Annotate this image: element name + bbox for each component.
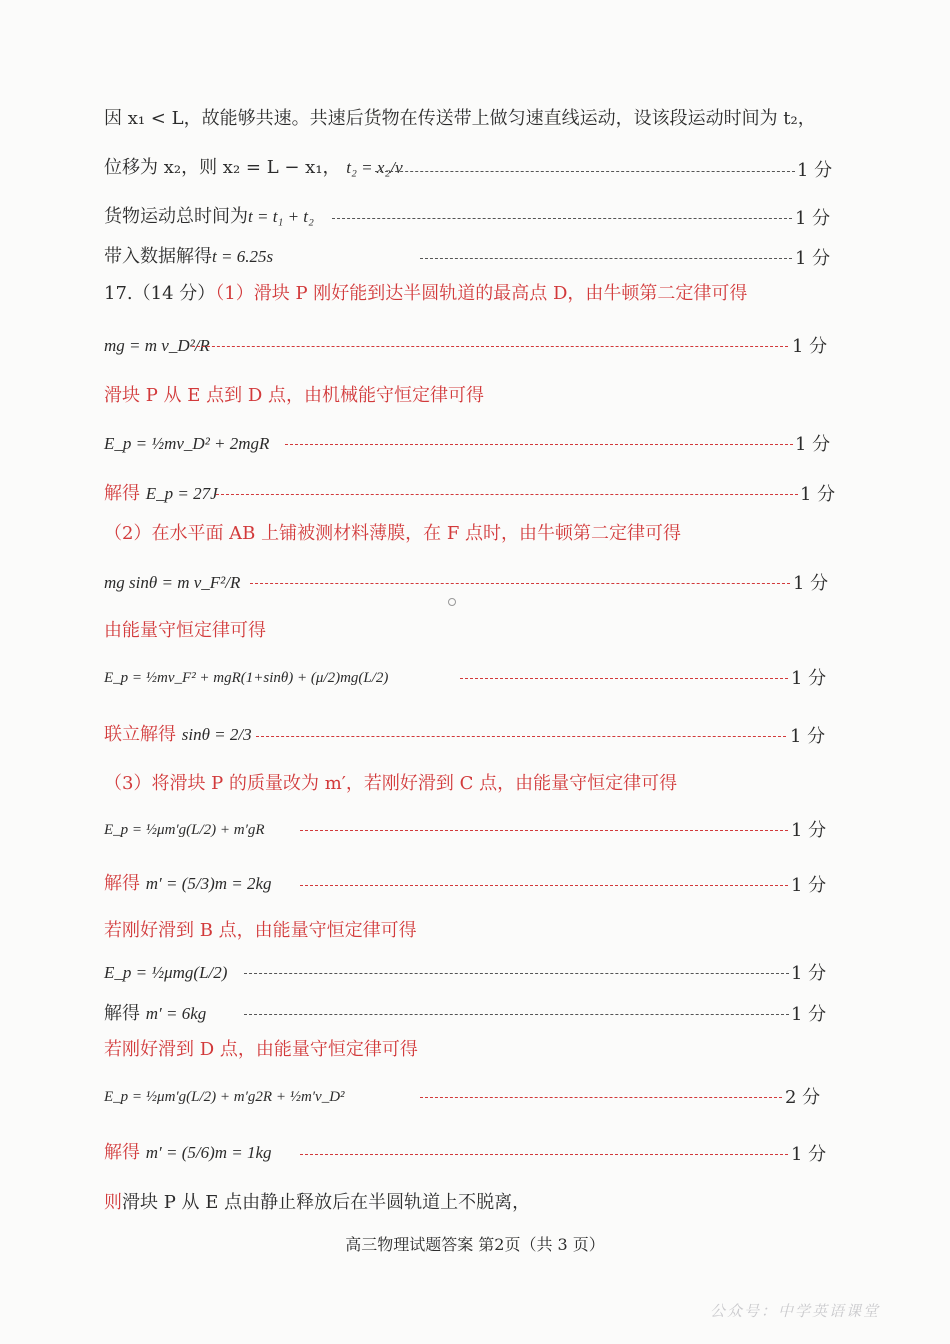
score-mark: 1 分 bbox=[791, 820, 827, 841]
formula-line-15: E_p = ½μm′g(L/2) + m′gR bbox=[104, 822, 265, 838]
score-mark: 2 分 bbox=[785, 1087, 821, 1108]
dash-leader bbox=[285, 444, 793, 445]
dash-leader bbox=[250, 583, 790, 584]
dash-leader bbox=[300, 830, 788, 831]
dash-leader bbox=[244, 1014, 789, 1015]
text-line-1: 位移为 x₂，则 x₂ = L − x₁， t₂ = x₂/v bbox=[104, 157, 403, 178]
text-line-13: 联立解得 sinθ = 2/3 bbox=[104, 724, 252, 745]
score-mark: 1 分 bbox=[791, 1004, 827, 1025]
page-footer: 高三物理试题答案 第2页（共 3 页） bbox=[345, 1235, 605, 1254]
dash-leader bbox=[420, 1097, 782, 1098]
formula-line-7: E_p = ½mv_D² + 2mgR bbox=[104, 434, 270, 453]
score-mark: 1 分 bbox=[795, 208, 831, 229]
text-line-17: 若刚好滑到 B 点，由能量守恒定律可得 bbox=[104, 920, 417, 941]
scan-dot bbox=[448, 598, 456, 606]
text-line-3: 带入数据解得t = 6.25s bbox=[104, 246, 274, 267]
score-mark: 1 分 bbox=[792, 336, 828, 357]
text-line-0: 因 x₁ < L，故能够共速。共速后货物在传送带上做匀速直线运动，设该段运动时间为 t₂， bbox=[104, 108, 816, 129]
score-mark: 1 分 bbox=[795, 434, 831, 455]
score-mark: 1 分 bbox=[793, 573, 829, 594]
text-line-19: 解得 m′ = 6kg bbox=[104, 1003, 207, 1024]
question-17-heading: 17.（14 分）（1）滑块 P 刚好能到达半圆轨道的最高点 D，由牛顿第二定律可得 bbox=[104, 283, 748, 304]
formula-line-18: E_p = ½μmg(L/2) bbox=[104, 963, 228, 982]
dash-leader bbox=[216, 494, 798, 495]
score-mark: 1 分 bbox=[795, 248, 831, 269]
dash-leader bbox=[375, 171, 795, 172]
dash-leader bbox=[300, 1154, 788, 1155]
formula-line-10: mg sinθ = m v_F²/R bbox=[104, 573, 241, 592]
text-line-16: 解得 m′ = (5/3)m = 2kg bbox=[104, 873, 272, 894]
text-line-2: 货物运动总时间为t = t₁ + t₂ bbox=[104, 206, 314, 227]
score-mark: 1 分 bbox=[791, 963, 827, 984]
score-mark: 1 分 bbox=[790, 726, 826, 747]
formula-t2: t₂ = x₂/v bbox=[346, 158, 403, 177]
score-mark: 1 分 bbox=[800, 484, 836, 505]
part-2-heading: （2）在水平面 AB 上铺被测材料薄膜，在 F 点时，由牛顿第二定律可得 bbox=[104, 523, 682, 544]
formula-line-5: mg = m v_D²/R bbox=[104, 336, 210, 355]
text-line-11: 由能量守恒定律可得 bbox=[104, 620, 266, 641]
formula-line-12: E_p = ½mv_F² + mgR(1+sinθ) + (μ/2)mg(L/2) bbox=[104, 670, 389, 686]
text-line-22: 解得 m′ = (5/6)m = 1kg bbox=[104, 1142, 272, 1163]
score-mark: 1 分 bbox=[791, 1144, 827, 1165]
dash-leader bbox=[256, 736, 786, 737]
dash-leader bbox=[460, 678, 788, 679]
dash-leader bbox=[244, 973, 789, 974]
text-line-20: 若刚好滑到 D 点，由能量守恒定律可得 bbox=[104, 1039, 418, 1060]
score-mark: 1 分 bbox=[791, 875, 827, 896]
score-mark: 1 分 bbox=[797, 160, 833, 181]
dash-leader bbox=[192, 346, 788, 347]
watermark: 公众号：中学英语课堂 bbox=[709, 1302, 880, 1320]
formula-line-21: E_p = ½μm′g(L/2) + m′g2R + ½m′v_D² bbox=[104, 1089, 345, 1105]
dash-leader bbox=[420, 258, 792, 259]
text-line-23: 则滑块 P 从 E 点由静止释放后在半圆轨道上不脱离， bbox=[104, 1192, 531, 1213]
score-mark: 1 分 bbox=[791, 668, 827, 689]
text-line-6: 滑块 P 从 E 点到 D 点，由机械能守恒定律可得 bbox=[104, 385, 485, 406]
text-line-8: 解得 E_p = 27J bbox=[104, 483, 218, 504]
part-3-heading: （3）将滑块 P 的质量改为 m′，若刚好滑到 C 点，由能量守恒定律可得 bbox=[104, 773, 678, 794]
dash-leader bbox=[332, 218, 792, 219]
dash-leader bbox=[300, 885, 788, 886]
